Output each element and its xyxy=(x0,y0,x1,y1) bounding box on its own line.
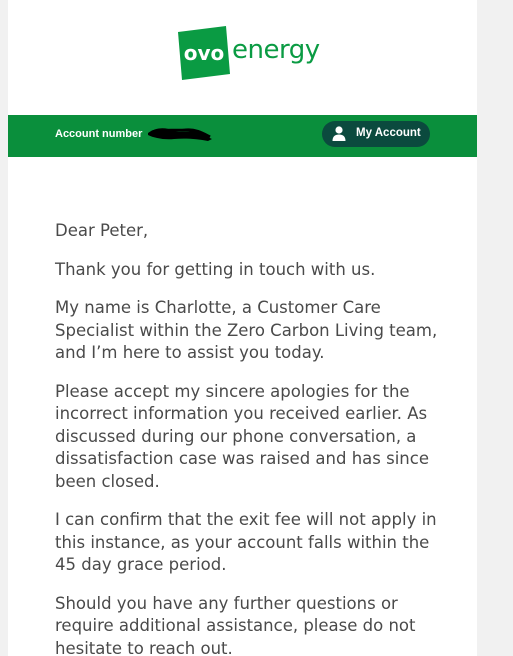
logo-wordmark: energy xyxy=(232,35,320,65)
account-number-label: Account number xyxy=(55,128,143,140)
paragraph-further-questions: Should you have any further questions or require additional assistance, please do not hesitate to reach out. xyxy=(55,593,416,656)
paragraph-introduction: My name is Charlotte, a Customer Care Specialist within the Zero Carbon Living team, and I’m here to assist you today. xyxy=(55,298,438,362)
ovo-logo-mark-icon xyxy=(174,24,232,82)
paragraph-apology: Please accept my sincere apologies for the incorrect information you received earlier. As discussed during our phone conversation, a dissatisfaction case was raised and has since been closed. xyxy=(55,381,429,491)
paragraph-exit-fee: I can confirm that the exit fee will not apply in this instance, as your account falls within the 45 day grace period. xyxy=(55,510,437,574)
ovo-energy-logo[interactable] xyxy=(174,24,320,82)
email-card xyxy=(8,0,477,656)
account-banner xyxy=(8,115,477,157)
redaction-scribble-icon xyxy=(146,125,214,143)
paragraph-thanks: Thank you for getting in touch with us. xyxy=(55,259,376,279)
greeting: Dear Peter, xyxy=(55,221,149,240)
header xyxy=(8,0,477,115)
email-body xyxy=(55,220,450,656)
logo-mark-text: ovo xyxy=(183,41,225,65)
my-account-label: My Account xyxy=(356,127,421,139)
person-icon xyxy=(332,126,346,141)
my-account-button[interactable] xyxy=(322,121,430,147)
